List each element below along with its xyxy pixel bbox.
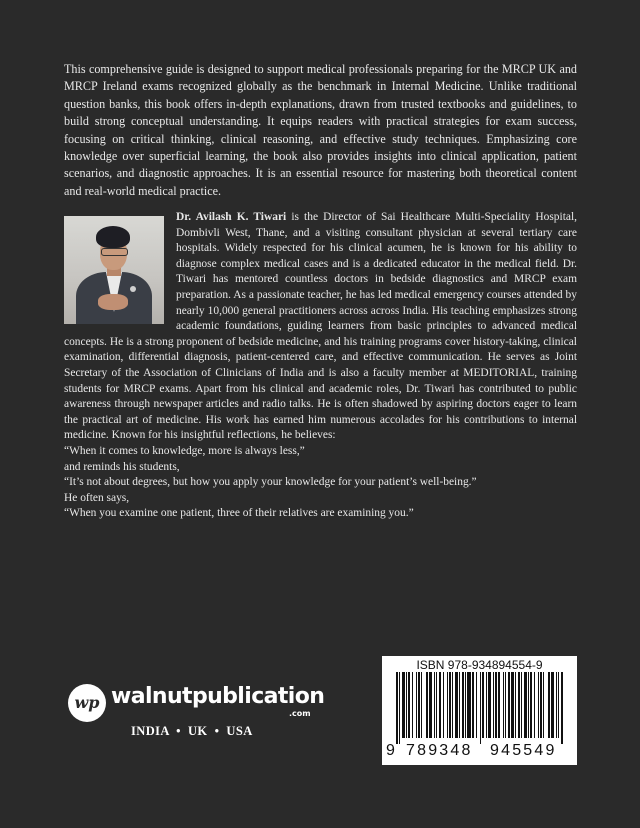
barcode-bar bbox=[467, 672, 471, 738]
author-name: Dr. Avilash K. Tiwari bbox=[176, 211, 287, 223]
barcode-bar bbox=[455, 672, 458, 738]
barcode-bar bbox=[493, 672, 494, 738]
barcode-bar bbox=[399, 672, 400, 744]
barcode-bar bbox=[561, 672, 563, 744]
author-bio-text: is the Director of Sai Healthcare Multi-Speciality Hospital, Dombivli West, Thane, and a visiting consultant physician at several tertiary care hospitals. Widely respected for his clinical acumen, he is known for his ability to diagnose complex medical cases and is a dedicated educator in the medical field. Dr. Tiwari has mentored countless doctors in bedside diagnostics and MRCP exam preparation. As a passionate teacher, he has led medical emergency courses attended by nearly 10,000 general practitioners across across India. His teaching emphasizes strong academic foundations, guiding learners from basic principles to advanced medical concepts. He is a strong proponent of bedside medicine, and his training programs cover history-taking, clinical examination, differential diagnosis, patient-centered care, and effective communication. He serves as Joint Secretary of the Association of Clinicians of India and is also a faculty member at MEDITORIAL, training students for MRCP exams. Apart from his clinical and academic roles, Dr. Tiwari has contributed to public awareness through newspaper articles and radio talks. He is often shadowed by aspiring doctors eager to learn the practical art of medicine. His work has earned him numerous accolades for his contributions to internal medicine. Known for his insightful reflections, he believes: bbox=[64, 211, 577, 442]
barcode-bar bbox=[436, 672, 437, 738]
barcode-bar bbox=[408, 672, 410, 738]
connector-2: He often says, bbox=[64, 491, 130, 504]
barcode-bar bbox=[459, 672, 460, 738]
barcode-bar bbox=[540, 672, 542, 738]
connector-1: and reminds his students, bbox=[64, 460, 180, 473]
quote-2: “It’s not about degrees, but how you apply your knowledge for your patient’s well-being.” bbox=[64, 476, 477, 489]
barcode-bar bbox=[521, 672, 522, 738]
barcode-digit-group-2: 945549 bbox=[490, 742, 557, 759]
author-photo bbox=[64, 216, 164, 324]
barcode-bar bbox=[472, 672, 474, 738]
barcode-bar bbox=[508, 672, 510, 738]
barcode-bar bbox=[396, 672, 398, 744]
barcode-bar bbox=[434, 672, 435, 738]
barcode-bar bbox=[426, 672, 428, 738]
barcode-bar bbox=[439, 672, 441, 738]
barcode-bar bbox=[480, 672, 481, 744]
quote-1: “When it comes to knowledge, more is always less,” bbox=[64, 444, 305, 457]
barcode-bar bbox=[476, 672, 477, 738]
isbn-label: ISBN 978-934894554-9 bbox=[416, 658, 543, 672]
publisher-regions: INDIA • UK • USA bbox=[131, 724, 253, 738]
barcode-bar bbox=[511, 672, 514, 738]
barcode-bars bbox=[396, 672, 564, 744]
publisher-logo bbox=[68, 682, 328, 730]
barcode-bar bbox=[443, 672, 444, 738]
barcode-bar bbox=[488, 672, 491, 738]
barcode-bar bbox=[495, 672, 497, 738]
barcode-bar bbox=[548, 672, 550, 738]
barcode-bar bbox=[482, 672, 484, 738]
barcode-bar bbox=[556, 672, 557, 738]
barcode-bar bbox=[418, 672, 420, 738]
barcode-bar bbox=[543, 672, 544, 738]
barcode-bar bbox=[524, 672, 527, 738]
isbn-barcode bbox=[382, 656, 577, 765]
barcode-bar bbox=[429, 672, 432, 738]
barcode-bar bbox=[515, 672, 516, 738]
barcode-bar bbox=[447, 672, 448, 738]
barcode-bar bbox=[465, 672, 466, 738]
barcode-bar bbox=[406, 672, 407, 738]
author-section bbox=[64, 210, 577, 522]
barcode-bar bbox=[498, 672, 500, 738]
publisher-name: walnutpublication bbox=[111, 684, 325, 709]
barcode-bar bbox=[538, 672, 539, 738]
book-description: This comprehensive guide is designed to support medical professionals preparing for the MRCP UK and MRCP Ireland exams recognized globally as the benchmark in Internal Medicine. Unlike traditional question banks, this book offers in-depth explanations, drawn from trusted textbooks and guidelines, to build strong conceptual understanding. It equips readers with practical strategies for exam success, focusing on critical thinking, clinical reasoning, and effective study techniques. Emphasizing core knowledge over superficial learning, the book also provides insights into clinical application, patient scenarios, and diagnostic approaches. It is an essential resource for mastering both theoretical content and real-world medical practice. bbox=[64, 62, 577, 198]
barcode-bar bbox=[421, 672, 422, 738]
walnut-logo-icon: wp bbox=[68, 684, 106, 722]
barcode-bar bbox=[505, 672, 506, 738]
barcode-bar bbox=[558, 672, 559, 738]
barcode-bar bbox=[486, 672, 487, 738]
barcode-bar bbox=[402, 672, 405, 738]
barcode-bar bbox=[416, 672, 417, 738]
barcode-bar bbox=[534, 672, 535, 738]
publisher-domain-suffix: .com bbox=[289, 709, 311, 718]
barcode-bar bbox=[412, 672, 413, 738]
quote-3: “When you examine one patient, three of their relatives are examining you.” bbox=[64, 507, 414, 520]
barcode-bar bbox=[551, 672, 554, 738]
barcode-bar bbox=[462, 672, 464, 738]
barcode-bar bbox=[449, 672, 451, 738]
barcode-bar bbox=[518, 672, 520, 738]
barcode-bar bbox=[503, 672, 504, 738]
barcode-digit-first: 9 bbox=[386, 742, 398, 759]
barcode-digit-group-1: 789348 bbox=[406, 742, 473, 759]
barcode-bar bbox=[452, 672, 453, 738]
barcode-bar bbox=[530, 672, 532, 738]
barcode-bar bbox=[528, 672, 529, 738]
